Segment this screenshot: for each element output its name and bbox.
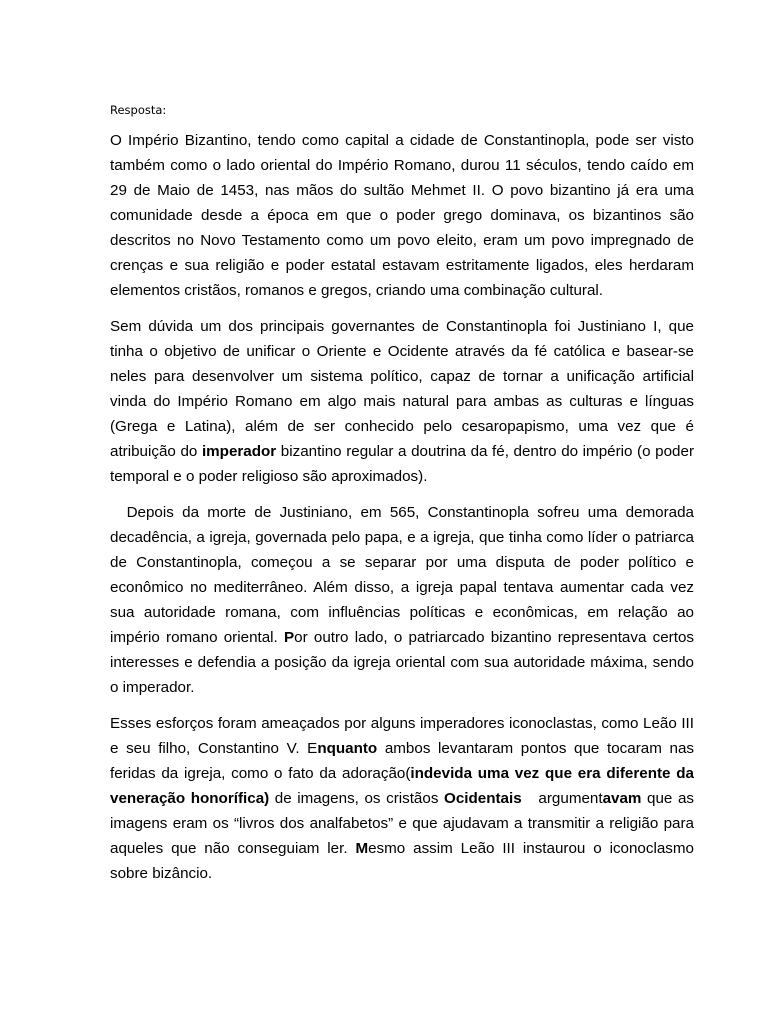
paragraph-2-bold-imperador: imperador	[201, 443, 277, 460]
document-page	[110, 102, 694, 897]
paragraph-4-bold-m: M	[355, 840, 369, 857]
paragraph-4-text-k: esmo assim Leão III instaurou o iconoclasmo sobre bizâncio.	[110, 840, 694, 882]
paragraph-1	[110, 128, 694, 303]
paragraph-2	[110, 314, 694, 489]
paragraph-4-bold-avam: avam	[602, 790, 642, 807]
answer-label: Resposta:	[110, 103, 167, 117]
paragraph-3	[110, 500, 694, 700]
paragraph-4-bold-nquanto: nquanto	[317, 740, 378, 757]
paragraph-2-text-c: bizantino regular a doutrina da fé, dentro do império (o poder temporal e o poder religioso são aproximados).	[110, 443, 695, 485]
paragraph-2-text-a: Sem dúvida um dos principais governantes de Constantinopla foi Justiniano I, que tinha o objetivo de unificar o Oriente e Ocidente através da fé católica e basear-se neles para desenvolver um sistema político, capaz de tornar a unificação artificial vinda do Império Romano em algo mais natural para ambas as culturas e línguas (Grega e Latina), além de ser conhecido pelo cesaropapismo, uma vez que é atribuição do	[110, 318, 694, 460]
paragraph-1-text: O Império Bizantino, tendo como capital a cidade de Constantinopla, pode ser visto também como o lado oriental do Império Romano, durou 11 séculos, tendo caído em 29 de Maio de 1453, nas mãos do sultão Mehmet II. O povo bizantino já era uma comunidade desde a época em que o poder grego dominava, os bizantinos são descritos no Novo Testamento como um povo eleito, eram um povo impregnado de crenças e sua religião e poder estatal estavam estritamente ligados, eles herdaram elementos cristãos, romanos e gregos, criando uma combinação cultural.	[110, 132, 694, 299]
paragraph-4-bold-ocidentais: Ocidentais	[444, 790, 522, 807]
paragraph-4-text-i: que as imagens eram os “livros dos analfabetos” e que ajudavam a transmitir a religião para aqueles que não conseguiam ler.	[110, 790, 694, 857]
paragraph-4-text-g: argument	[521, 790, 603, 807]
paragraph-4-bold-indevida: indevida uma vez que era diferente da veneração honorífica)	[110, 765, 694, 807]
paragraph-4-text-c: ambos levantaram pontos que tocaram nas feridas da igreja, como o fato da adoração(	[110, 740, 694, 782]
paragraph-4-text-e: de imagens, os cristãos	[269, 790, 445, 807]
paragraph-3-text-c: or outro lado, o patriarcado bizantino representava certos interesses e defendia a posição da igreja oriental com sua autoridade máxima, sendo o imperador.	[110, 629, 694, 696]
paragraph-3-text-a: Depois da morte de Justiniano, em 565, Constantinopla sofreu uma demorada decadência, a igreja, governada pelo papa, e a igreja, que tinha como líder o patriarca de Constantinopla, começou a se separar por uma disputa de poder político e econômico no mediterrâneo. Além disso, a igreja papal tentava aumentar cada vez sua autoridade romana, com influências políticas e econômicas, em relação ao império romano oriental.	[110, 504, 694, 646]
paragraph-4-text-a: Esses esforços foram ameaçados por alguns imperadores iconoclastas, como Leão III e seu filho, Constantino V. E	[110, 715, 694, 757]
paragraph-3-bold-p: P	[284, 629, 295, 646]
paragraph-4	[110, 711, 694, 886]
